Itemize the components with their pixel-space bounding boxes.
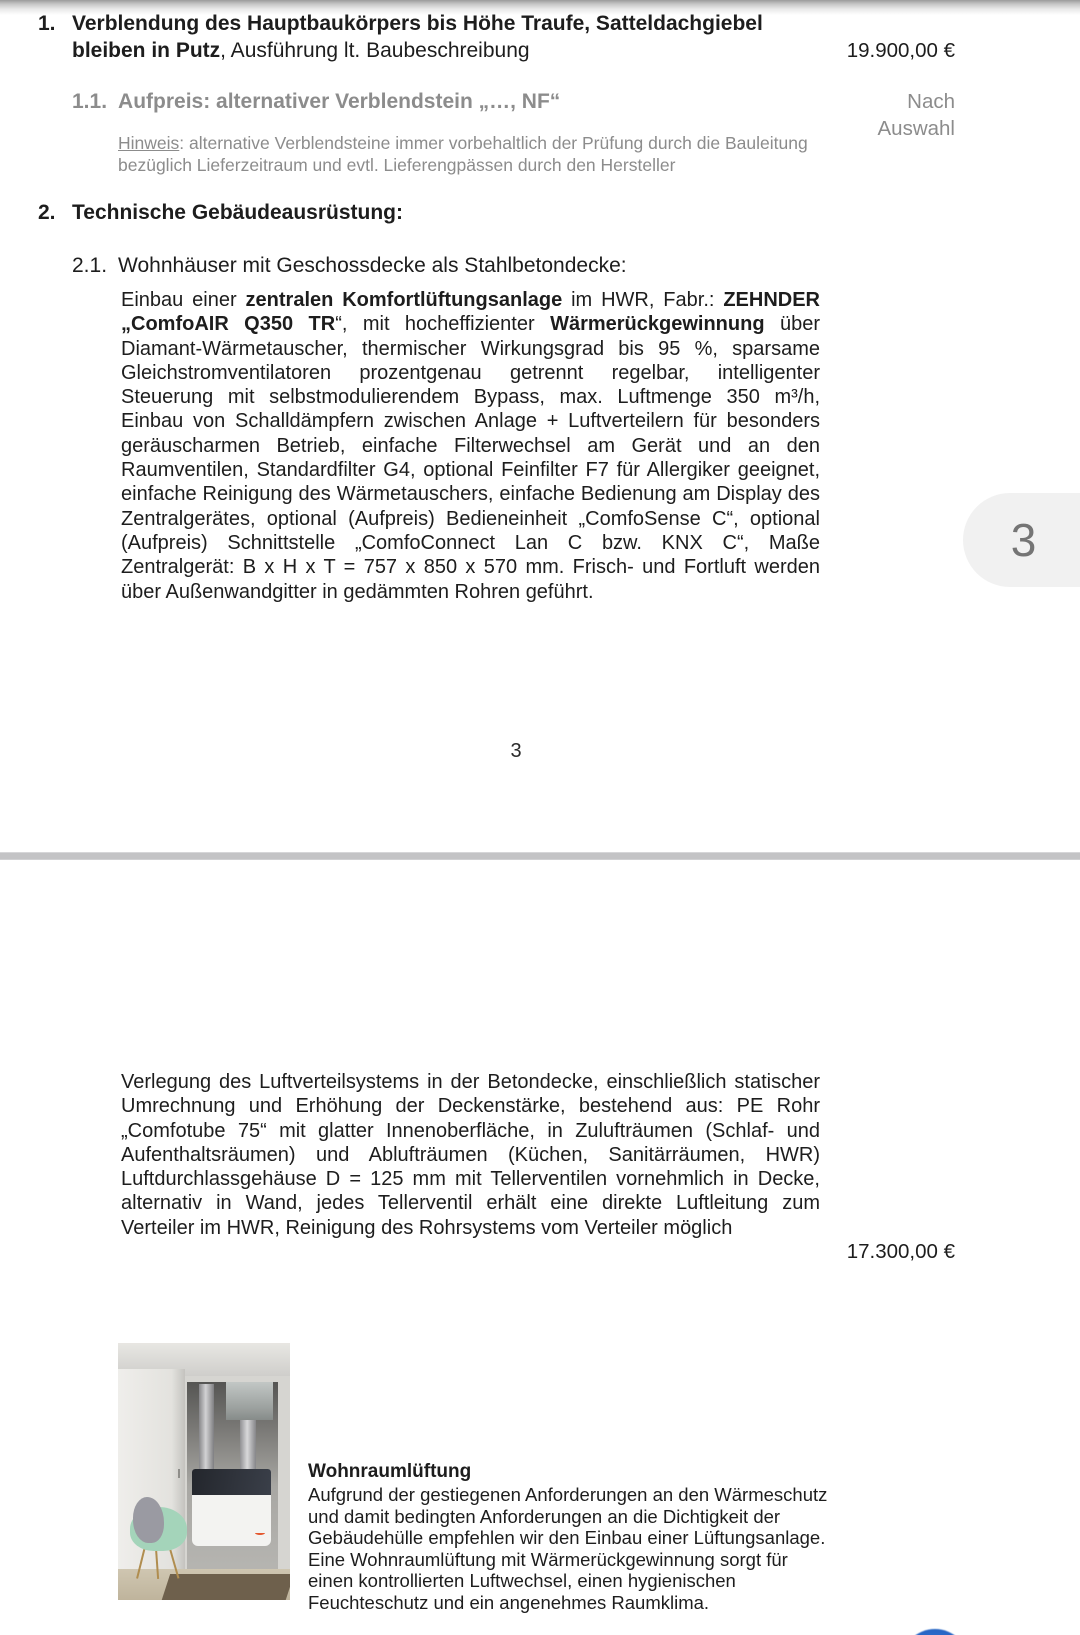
item-1-1-price-line-1: Nach — [907, 90, 955, 113]
photo-duct-left — [199, 1384, 214, 1477]
item-1-1-price-line-2: Auswahl — [877, 117, 955, 140]
photo-floor-mat — [162, 1574, 290, 1600]
item-1-price: 19.900,00 € — [846, 39, 955, 62]
item-2-1-paragraph — [121, 288, 820, 604]
item-2-1-heading — [72, 252, 822, 279]
item-1-1-heading — [72, 88, 792, 115]
info-box-heading: Wohnraumlüftung — [308, 1461, 472, 1482]
item-2-1-title: Wohnhäuser mit Geschossdecke als Stahlbetondecke: — [118, 254, 627, 277]
floating-action-button[interactable] — [901, 1629, 969, 1635]
item-2-number: 2. — [38, 201, 56, 224]
item-1-1-note — [118, 132, 808, 176]
page-indicator-number: 3 — [1010, 514, 1037, 566]
paragraph-segment: “, mit hocheffizienter — [335, 313, 551, 336]
item-1-1-price — [810, 88, 955, 142]
photo-unit-logo — [255, 1531, 265, 1535]
paragraph-segment-bold: ZEHNDER „ComfoAIR Q350 TR — [121, 289, 820, 336]
page2-paragraph: Verlegung des Luftverteilsystems in der Betondecke, einschließlich statischer Umrechnung und Erhöhung der Deckenstärke, bestehend aus: PE Rohr „Comfotube 75“ mit glatter Innenoberfläche, in Zulufträumen (Schlaf- und Aufenthaltsräumen) und Ablufträumen (Küchen, Sanitärräumen, HWR) Luftdurchlassgehäuse D = 125 mm mit Tellerventilen vornehmlich in Decke, alternativ in Wand, jedes Tellerventil erhält eine direkte Luftleitung zum Verteiler im HWR, Reinigung des Rohrsystems vom Verteiler möglich — [121, 1071, 820, 1239]
item-1-1-number: 1.1. — [72, 90, 108, 113]
item-1-1-title: Aufpreis: alternativer Verblendstein „…, NF“ — [118, 90, 561, 113]
info-box-body: Aufgrund der gestiegenen Anforderungen an den Wärmeschutz und damit bedingten Anforderungen an die Dichtigkeit der Gebäudehülle empfehlen wir den Einbau einer Lüftungsanlage. Eine Wohnraumlüftung mit Wärmerückgewinnung sorgt für einen kontrollierten Luftwechsel, einen hygienischen Feuchteschutz und ein angenehmes Raumklima. — [308, 1484, 828, 1613]
item-1-1-note-label: Hinweis — [118, 133, 180, 153]
page-indicator-badge[interactable] — [963, 493, 1080, 587]
photo-unit-display-band — [192, 1469, 271, 1495]
ventilation-unit-room-photo — [118, 1343, 290, 1600]
paragraph-segment-bold: zentralen Komfortlüftungsanlage — [245, 289, 563, 311]
page-break-divider — [0, 852, 1080, 860]
item-1-title-bold: Verblendung des Hauptbaukörpers bis Höhe Traufe, Satteldachgiebel bleiben in Putz — [72, 12, 763, 62]
paragraph-segment: über Diamant-Wärmetauscher, thermischer Wirkungsgrad bis 95 %, sparsame Gleichstromventilatoren prozentgenau getrennt regelbar, intelligenter Steuerung mit selbstmodulierendem Bypass, max. Luftmenge 350 m³/h, Einbau von Schalldämpfern zwischen Anlage + Luftverteilern für besonders geräuscharmen Betrieb, einfache Filterwechsel am Gerät und an den Raumventilen, Standardfilter G4, optional Feinfilter F7 für Allergiker geeignet, einfache Reinigung des Wärmetauschers, einfache Bedienung am Display des Zentralgerätes, optional (Aufpreis) Bedieneinheit „ComfoSense C“, optional (Aufpreis) Schnittstelle „ComfoConnect Lan C bzw. KNX C“, Maße Zentralgerät: B x H x T = 757 x 850 x 570 mm. Frisch- und Fortluft werden über Außenwandgitter in gedämmten Rohren geführt. — [121, 313, 820, 603]
paragraph-segment: Einbau einer — [121, 289, 246, 311]
photo-ventilation-unit — [192, 1469, 271, 1546]
photo-silencer-box — [226, 1382, 272, 1421]
item-1-number: 1. — [38, 12, 56, 35]
paragraph-segment: im HWR, Fabr.: — [562, 289, 724, 311]
photo-duct-right — [240, 1412, 255, 1476]
item-1-title — [72, 10, 774, 64]
item-1-1-note-text: : alternative Verblendsteine immer vorbehaltlich der Prüfung durch die Bauleitung bezüglich Lieferzeitraum und evtl. Lieferengpässen durch den Hersteller — [118, 133, 808, 175]
paragraph-segment-bold: Wärmerückgewinnung — [550, 313, 765, 336]
item-2-title: Technische Gebäudeausrüstung: — [72, 201, 404, 224]
page2-price: 17.300,00 € — [846, 1240, 955, 1263]
footer-page-number: 3 — [510, 740, 522, 762]
item-2-1-number: 2.1. — [72, 254, 108, 277]
photo-door-handle — [178, 1469, 180, 1478]
item-1-title-rest: , Ausführung lt. Baubeschreibung — [220, 39, 530, 62]
